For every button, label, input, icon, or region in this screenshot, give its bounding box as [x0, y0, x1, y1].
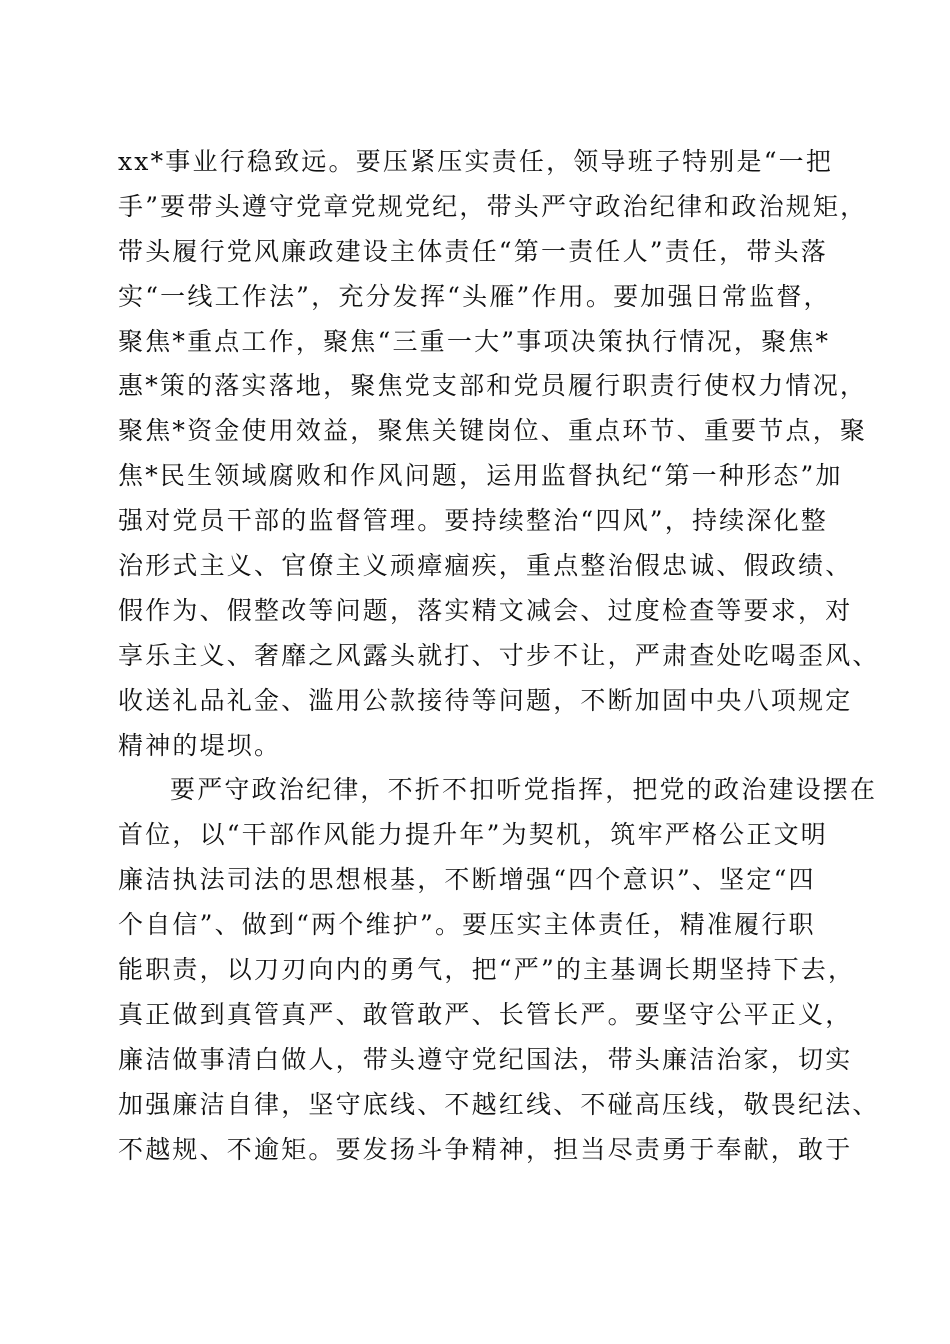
text-line: 惠*策的落实落地，聚焦党支部和党员履行职责行使权力情况，	[118, 371, 868, 401]
text-line: 廉洁执法司法的思想根基，不断增强“四个意识”、坚定“四	[118, 865, 816, 895]
text-line: 聚焦*资金使用效益，聚焦关键岗位、重点环节、重要节点，聚	[118, 416, 868, 446]
text-line: 不越规、不逾矩。要发扬斗争精神，担当尽责勇于奉献，敢于	[118, 1134, 853, 1164]
paragraph-2	[118, 768, 880, 1172]
text-line: 强对党员干部的监督管理。要持续整治“四风”，持续深化整	[118, 506, 828, 536]
text-line: 加强廉洁自律，坚守底线、不越红线、不碰高压线，敬畏纪法、	[118, 1089, 880, 1119]
text-line: 聚焦*重点工作，聚焦“三重一大”事项决策执行情况，聚焦*	[118, 326, 831, 356]
text-line: 个自信”、做到“两个维护”。要压实主体责任，精准履行职	[118, 910, 816, 940]
text-line: 真正做到真管真严、敢管敢严、长管长严。要坚守公平正义，	[118, 999, 853, 1029]
text-line: 手”要带头遵守党章党规党纪，带头严守政治纪律和政治规矩，	[118, 191, 868, 221]
text-line: xx*事业行稳致远。要压紧压实责任，领导班子特别是“一把	[118, 147, 834, 176]
text-line: 治形式主义、官僚主义顽瘴痼疾，重点整治假忠诚、假政绩、	[118, 551, 853, 581]
text-line: 要严守政治纪律，不折不扣听党指挥，把党的政治建设摆在	[170, 775, 878, 805]
text-line: 收送礼品礼金、滥用公款接待等问题，不断加固中央八项规定	[118, 685, 853, 715]
text-line: 假作为、假整改等问题，落实精文减会、过度检查等要求，对	[118, 595, 853, 625]
text-line: 实“一线工作法”，充分发挥“头雁”作用。要加强日常监督，	[118, 281, 831, 311]
text-line: 首位，以“干部作风能力提升年”为契机，筑牢严格公正文明	[118, 820, 828, 850]
text-line: 焦*民生领域腐败和作风问题，运用监督执纪“第一种形态”加	[118, 461, 843, 491]
text-line: 能职责，以刀刃向内的勇气，把“严”的主基调长期坚持下去，	[118, 955, 856, 985]
document-body	[118, 140, 880, 1172]
text-line: 精神的堤坝。	[118, 730, 282, 760]
paragraph-1	[118, 140, 880, 768]
text-line: 享乐主义、奢靡之风露头就打、寸步不让，严肃查处吃喝歪风、	[118, 640, 880, 670]
text-line: 带头履行党风廉政建设主体责任“第一责任人”责任，带头落	[118, 236, 828, 266]
text-line: 廉洁做事清白做人，带头遵守党纪国法，带头廉洁治家，切实	[118, 1044, 853, 1074]
